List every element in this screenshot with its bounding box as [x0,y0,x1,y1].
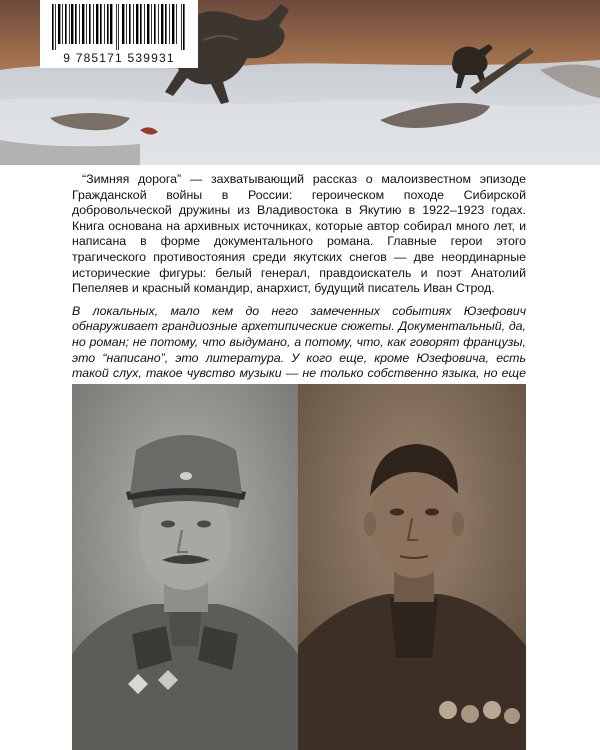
portrait-photos [72,384,526,750]
review-quote-text: В локальных, мало кем до него замеченных событиях Юзефович обнаруживает грандиозные архетипические сюжеты. Документальный, да, но роман; не потому, что выдумано, а потому, что, как говорят французы, это “написано”, это литература. У кого еще, кроме Юзефовича, есть такой слух, такое чувство музыки — не только собственно языка, но еще [72,303,526,381]
text-block [72,172,526,397]
book-blurb: “Зимняя дорога” — захватывающий рассказ о малоизвестном эпизоде Гражданской войны в России: героическом походе Сибирской добровольческой дружины из Владивостока в Якутию в 1922–1923 годах. Книга основана на архивных источниках, которые автор собирал много лет, и написана в форме документального романа. Главные герои этого трагического противостояния среди якутских снегов — две неординарные исторические фигуры: белый генерал, правдоискатель и поэт Анатолий Пепеляев и красный командир, анархист, будущий писатель Иван Строд. [72,172,526,296]
barcode-bars [40,0,198,50]
portrait-photo-left [72,384,298,750]
portrait-photo-right [298,384,526,750]
portrait-officer-cap [72,384,298,750]
isbn-number: 9 785171 539931 [63,51,175,65]
isbn-barcode [40,0,198,68]
portrait-commander [298,384,526,750]
